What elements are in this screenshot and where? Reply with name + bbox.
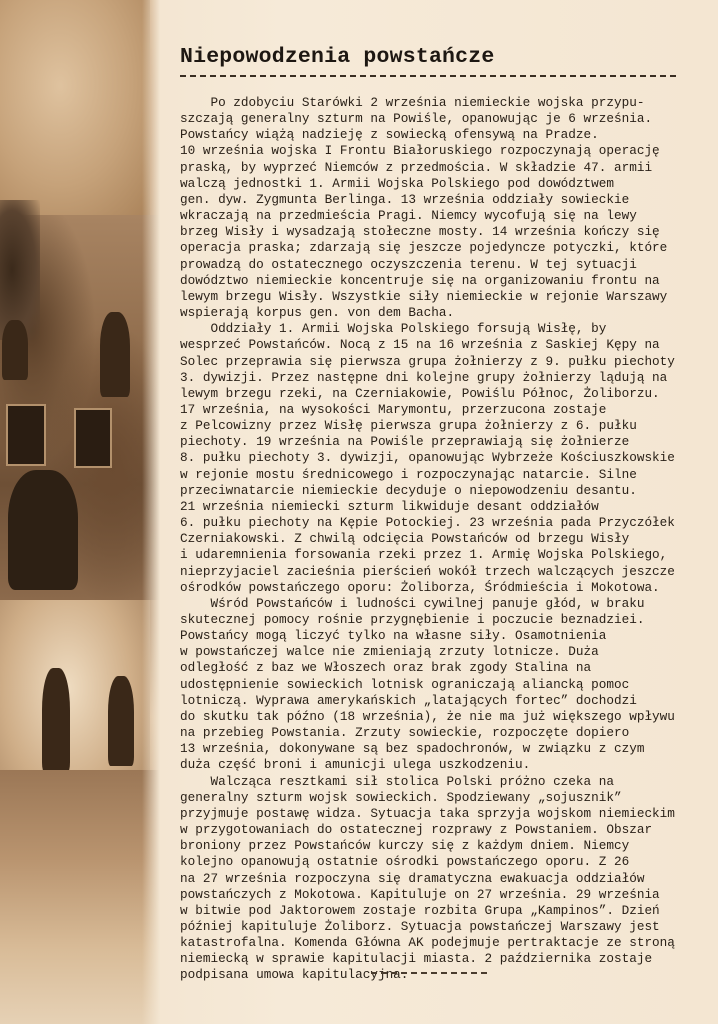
text-line: w przygotowaniach do ostatecznej rozprawy z Powstaniem. Obszar: [180, 822, 653, 838]
text-line: i udaremnienia forsowania rzeki przez 1. Armię Wojska Polskiego,: [180, 547, 668, 563]
text-line: wkraczają na przedmieścia Pragi. Niemcy wycofują się na lewy: [180, 208, 637, 224]
text-line: dowództwo niemieckie koncentruje się na organizowaniu frontu na: [180, 272, 660, 288]
text-line: szczają generalny szturm na Powiśle, opanowując je 6 września.: [180, 111, 653, 127]
text-line: powstańczych z Mokotowa. Kapituluje on 27 września. 29 września: [180, 886, 660, 902]
text-line: Powstańcy mogą liczyć tylko na własne siły. Osamotnienia: [180, 628, 607, 644]
building-window: [74, 408, 112, 468]
text-line: Walcząca resztkami sił stolica Polski próżno czeka na: [180, 773, 614, 789]
text-line: brzeg Wisły i wysadzają stołeczne mosty. 14 września kończy się: [180, 224, 660, 240]
photo-ground: [0, 770, 160, 1024]
text-line: w rejonie mostu średnicowego i rozpoczynając natarcie. Silne: [180, 466, 637, 482]
text-line: 10 września wojska I Frontu Białoruskiego rozpoczynają operację: [180, 143, 660, 159]
soldier-figure: [2, 320, 28, 380]
article: [180, 40, 680, 984]
text-line: Po zdobyciu Starówki 2 września niemieckie wojska przypu-: [180, 95, 645, 110]
text-line: przeciwnatarcie niemieckie decyduje o niepowodzeniu desantu.: [180, 482, 637, 498]
text-line: generalny szturm wojsk sowieckich. Spodziewany „sojusznik”: [180, 789, 622, 805]
text-line: prowadzą do ostatecznego oczyszczenia terenu. W tej sytuacji: [180, 256, 637, 272]
text-line: skutecznej pomocy rośnie przygnębienie i poczucie beznadziei.: [180, 612, 645, 627]
text-line: na 27 września rozpoczyna się dramatyczna ewakuacja oddziałów: [180, 870, 645, 886]
text-line: piechoty. 19 września na Powiśle przeprawiają się żołnierze: [180, 434, 630, 450]
text-line: gen. dyw. Zygmunta Berlinga. 13 września oddziały sowieckie: [180, 191, 630, 207]
text-line: 21 września niemiecki szturm likwiduje desant oddziałów: [180, 498, 599, 514]
text-line: lewym brzegu rzeki, na Czerniakowie, Powiślu Północ, Żoliborzu.: [180, 385, 660, 401]
text-line: duża część broni i amunicji ulega uszkodzeniu.: [180, 757, 531, 773]
text-line: katastrofalna. Komenda Główna AK podejmuje pertraktacje ze stroną: [180, 935, 675, 951]
page-title: Niepowodzenia powstańcze: [180, 45, 495, 69]
text-line: Powstańcy wiążą nadzieję z sowiecką ofensywą na Pradze.: [180, 127, 599, 143]
text-line: później kapituluje Żoliborz. Sytuacja powstańczej Warszawy jest: [180, 918, 660, 934]
text-line: 8. pułku piechoty 3. dywizji, opanowując Wybrzeże Kościuszkowskie: [180, 450, 675, 466]
text-line: z Pelcowizny przez Wisłę pierwsza grupa żołnierzy z 6. pułku: [180, 418, 637, 434]
text-line: wesprzeć Powstańców. Nocą z 15 na 16 września z Saskiej Kępy na: [180, 337, 660, 353]
end-divider: [371, 972, 487, 974]
text-line: do skutku tak późno (18 września), że nie ma już większego wpływu: [180, 708, 675, 724]
text-line: niemiecką w sprawie kapitulacji miasta. 2 października zostaje: [180, 951, 653, 967]
soldier-figure: [108, 676, 134, 766]
text-line: operacja praska; zdarzają się jeszcze pojedyncze potyczki, które: [180, 240, 668, 256]
text-line: podpisana umowa kapitulacyjna.: [180, 967, 409, 983]
text-line: udostępnienie sowieckich lotnisk ograniczają aliancką pomoc: [180, 676, 630, 692]
soldier-figure: [42, 668, 70, 773]
text-line: w bitwie pod Jaktorowem zostaje rozbita Grupa „Kampinos”. Dzień: [180, 902, 660, 918]
text-line: przyjmuje postawę widza. Sytuacja taka sprzyja wojskom niemieckim: [180, 805, 675, 821]
text-line: Wśród Powstańców i ludności cywilnej panuje głód, w braku: [180, 595, 645, 611]
text-line: Solec przeprawia się pierwsza grupa żołnierzy z 9. pułku piechoty: [180, 353, 675, 369]
text-line: 6. pułku piechoty na Kępie Potockiej. 23 września pada Przyczółek: [180, 515, 675, 531]
text-line: wspierają korpus gen. von dem Bacha.: [180, 305, 455, 321]
text-line: 17 września, na wysokości Marymontu, przerzucona zostaje: [180, 401, 607, 417]
text-line: w powstańczej walce nie zmieniają zrzuty lotnicze. Duża: [180, 644, 599, 660]
text-line: Oddziały 1. Armii Wojska Polskiego forsują Wisłę, by: [180, 321, 607, 337]
text-line: na przebieg Powstania. Zrzuty sowieckie, rozpoczęte dopiero: [180, 725, 630, 741]
text-line: odległość z baz we Włoszech oraz brak zgody Stalina na: [180, 660, 592, 676]
text-line: broniony przez Powstańców kurczy się z każdym dniem. Niemcy: [180, 838, 630, 854]
photo-top: [0, 0, 150, 215]
text-line: 13 września, dokonywane są bez spadochronów, w związku z czym: [180, 741, 645, 757]
photo-fade-edge: [142, 0, 160, 1024]
soldier-group: [8, 470, 78, 590]
building-window: [6, 404, 46, 466]
sepia-photo-collage: [0, 0, 160, 1024]
text-line: walczą jednostki 1. Armii Wojska Polskiego pod dowództwem: [180, 175, 614, 191]
text-line: 3. dywizji. Przez następne dni kolejne grupy żołnierzy lądują na: [180, 369, 668, 385]
text-line: ośrodków powstańczego oporu: Żoliborza, Śródmieścia i Mokotowa.: [180, 579, 660, 595]
text-line: lewym brzegu Wisły. Wszystkie siły niemieckie w rejonie Warszawy: [180, 288, 668, 304]
title-divider: [180, 75, 676, 77]
text-line: praską, by wyprzeć Niemców z przedmościa. W składzie 47. armii: [180, 159, 653, 175]
soldier-figure: [100, 312, 130, 397]
text-line: lotniczą. Wyprawa amerykańskich „latających fortec” dochodzi: [180, 692, 637, 708]
text-line: kolejno opanowują ostatnie ośrodki powstańczego oporu. Z 26: [180, 854, 630, 870]
text-line: nieprzyjaciel zacieśnia pierścień wokół trzech walczących jeszcze: [180, 563, 675, 579]
text-line: Czerniakowski. Z chwilą odcięcia Powstańców od brzegu Wisły: [180, 531, 630, 547]
tree-silhouette: [0, 200, 40, 340]
article-body: [180, 95, 680, 984]
